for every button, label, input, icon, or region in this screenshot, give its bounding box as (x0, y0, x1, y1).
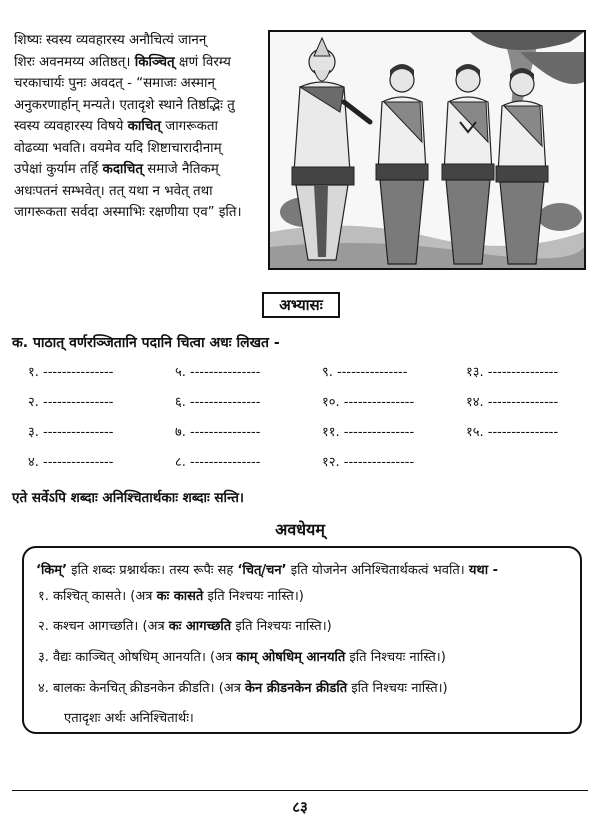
answer-blank[interactable]: ४. --------------- (28, 455, 114, 470)
answer-blank[interactable]: ५. --------------- (175, 365, 261, 380)
rule-intro: ‘किम्’ इति शब्दः प्रश्नार्थकः। तस्य रूपैः सह ‘चित्/चन’ इति योजनेन अनिश्चितार्थकत्वं भवति। यथा - (36, 563, 498, 578)
answer-blank[interactable]: १४. --------------- (466, 395, 559, 410)
rule-example-3: ३. वैद्यः काञ्चित् ओषधिम् आनयति। (अत्र काम् ओषधिम् आनयति इति निश्चयः नास्ति।) (38, 650, 446, 665)
illustration-drawing (270, 32, 584, 268)
paragraph-line: चरकाचार्यः पुनः अवदत् - “समाजः अस्मान् (14, 76, 215, 91)
answer-blank[interactable]: १५. --------------- (466, 425, 559, 440)
paragraph-line: शिरः अवनमय्य अतिष्ठत्। किञ्चित् क्षणं विरम्य (14, 54, 231, 70)
answer-blank[interactable]: १२. --------------- (322, 455, 415, 470)
paragraph-line: शिष्यः स्वस्य व्यवहारस्य अनौचित्यं जानन् (14, 33, 207, 48)
answer-blank[interactable]: ९. --------------- (322, 365, 408, 380)
rule-example-1: १. कश्चित् कासते। (अत्र कः कासते इति निश्चयः नास्ति।) (38, 589, 304, 604)
page-number: ८३ (292, 798, 308, 816)
paragraph-line: वोढव्या भवति। वयमेव यदि शिष्टाचारादीनाम् (14, 140, 222, 156)
rule-box (22, 546, 582, 734)
answer-blank[interactable]: २. --------------- (28, 395, 114, 410)
paragraph-line: जागरूकता सर्वदा अस्माभिः रक्षणीया एव” इति। (14, 205, 242, 220)
question-ka: क. पाठात् वर्णरञ्जितानि पदानि चित्वा अधः लिखत - (12, 335, 280, 351)
rule-closing: एतादृशः अर्थः अनिश्चितार्थः। (64, 711, 194, 726)
avadheyam-heading: अवधेयम् (275, 520, 325, 539)
paragraph-line: अधःपतनं सम्भवेत्। तत् यथा न भवेत् तथा (14, 183, 213, 199)
teacher-students-illustration (268, 30, 586, 270)
answer-blank[interactable]: १३. --------------- (466, 365, 559, 380)
answer-blank[interactable]: ३. --------------- (28, 425, 114, 440)
story-paragraph (14, 30, 264, 224)
footer-divider (12, 790, 588, 791)
paragraph-line: स्वस्य व्यवहारस्य विषये काचित् जागरूकता (14, 119, 218, 134)
answer-blank[interactable]: ७. --------------- (175, 425, 261, 440)
paragraph-line: अनुकरणार्हान् मन्यते। एतादृशे स्थाने तिष्ठद्भिः तु (14, 97, 235, 113)
answer-blank[interactable]: ६. --------------- (175, 395, 261, 410)
answer-blank[interactable]: ११. --------------- (322, 425, 415, 440)
note-line: एते सर्वेऽपि शब्दाः अनिश्चितार्थकाः शब्दाः सन्ति। (12, 490, 245, 506)
rule-example-4: ४. बालकः केनचित् क्रीडनकेन क्रीडति। (अत्र केन क्रीडनकेन क्रीडति इति निश्चयः नास्ति।) (38, 681, 448, 696)
answer-blank[interactable]: १. --------------- (28, 365, 114, 380)
answer-blank[interactable]: १०. --------------- (322, 395, 415, 410)
rule-example-2: २. कश्चन आगच्छति। (अत्र कः आगच्छति इति निश्चयः नास्ति।) (38, 619, 332, 634)
paragraph-line: उपेक्षां कुर्याम तर्हि कदाचित् समाजे नैतिकम् (14, 162, 219, 177)
answer-blank[interactable]: ८. --------------- (175, 455, 261, 470)
exercise-heading: अभ्यासः (262, 292, 340, 318)
